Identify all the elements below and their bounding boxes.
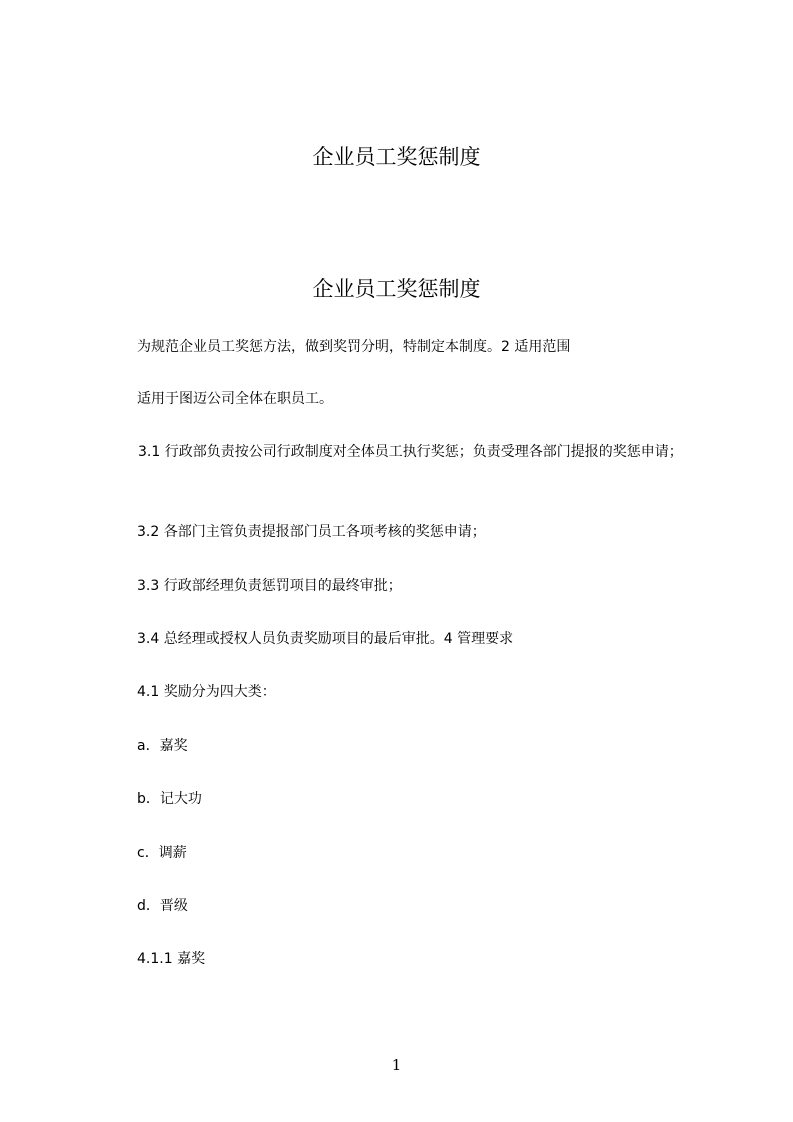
paragraph-4-1-1: 4.1.1 嘉奖	[137, 951, 206, 967]
list-item-d: d．晋级	[137, 898, 188, 914]
page-number: 1	[391, 1056, 402, 1074]
paragraph-purpose: 为规范企业员工奖惩方法，做到奖罚分明，特制定本制度。2 适用范围	[137, 339, 571, 355]
paragraph-3-4: 3.4 总经理或授权人员负责奖励项目的最后审批。4 管理要求	[137, 631, 514, 647]
paragraph-3-1: 3.1 行政部负责按公司行政制度对全体员工执行奖惩；负责受理各部门提报的奖惩申请；	[138, 444, 683, 460]
list-item-c: c．调薪	[137, 845, 187, 861]
cover-title: 企业员工奖惩制度	[312, 145, 481, 169]
list-item-b: b．记大功	[137, 791, 202, 807]
list-item-a: a．嘉奖	[137, 738, 188, 754]
document-heading: 企业员工奖惩制度	[312, 277, 481, 301]
paragraph-3-3: 3.3 行政部经理负责惩罚项目的最终审批；	[137, 578, 402, 594]
paragraph-3-2: 3.2 各部门主管负责提报部门员工各项考核的奖惩申请；	[137, 524, 486, 540]
paragraph-scope: 适用于图迈公司全体在职员工。	[137, 391, 333, 407]
paragraph-4-1: 4.1 奖励分为四大类：	[137, 684, 276, 700]
